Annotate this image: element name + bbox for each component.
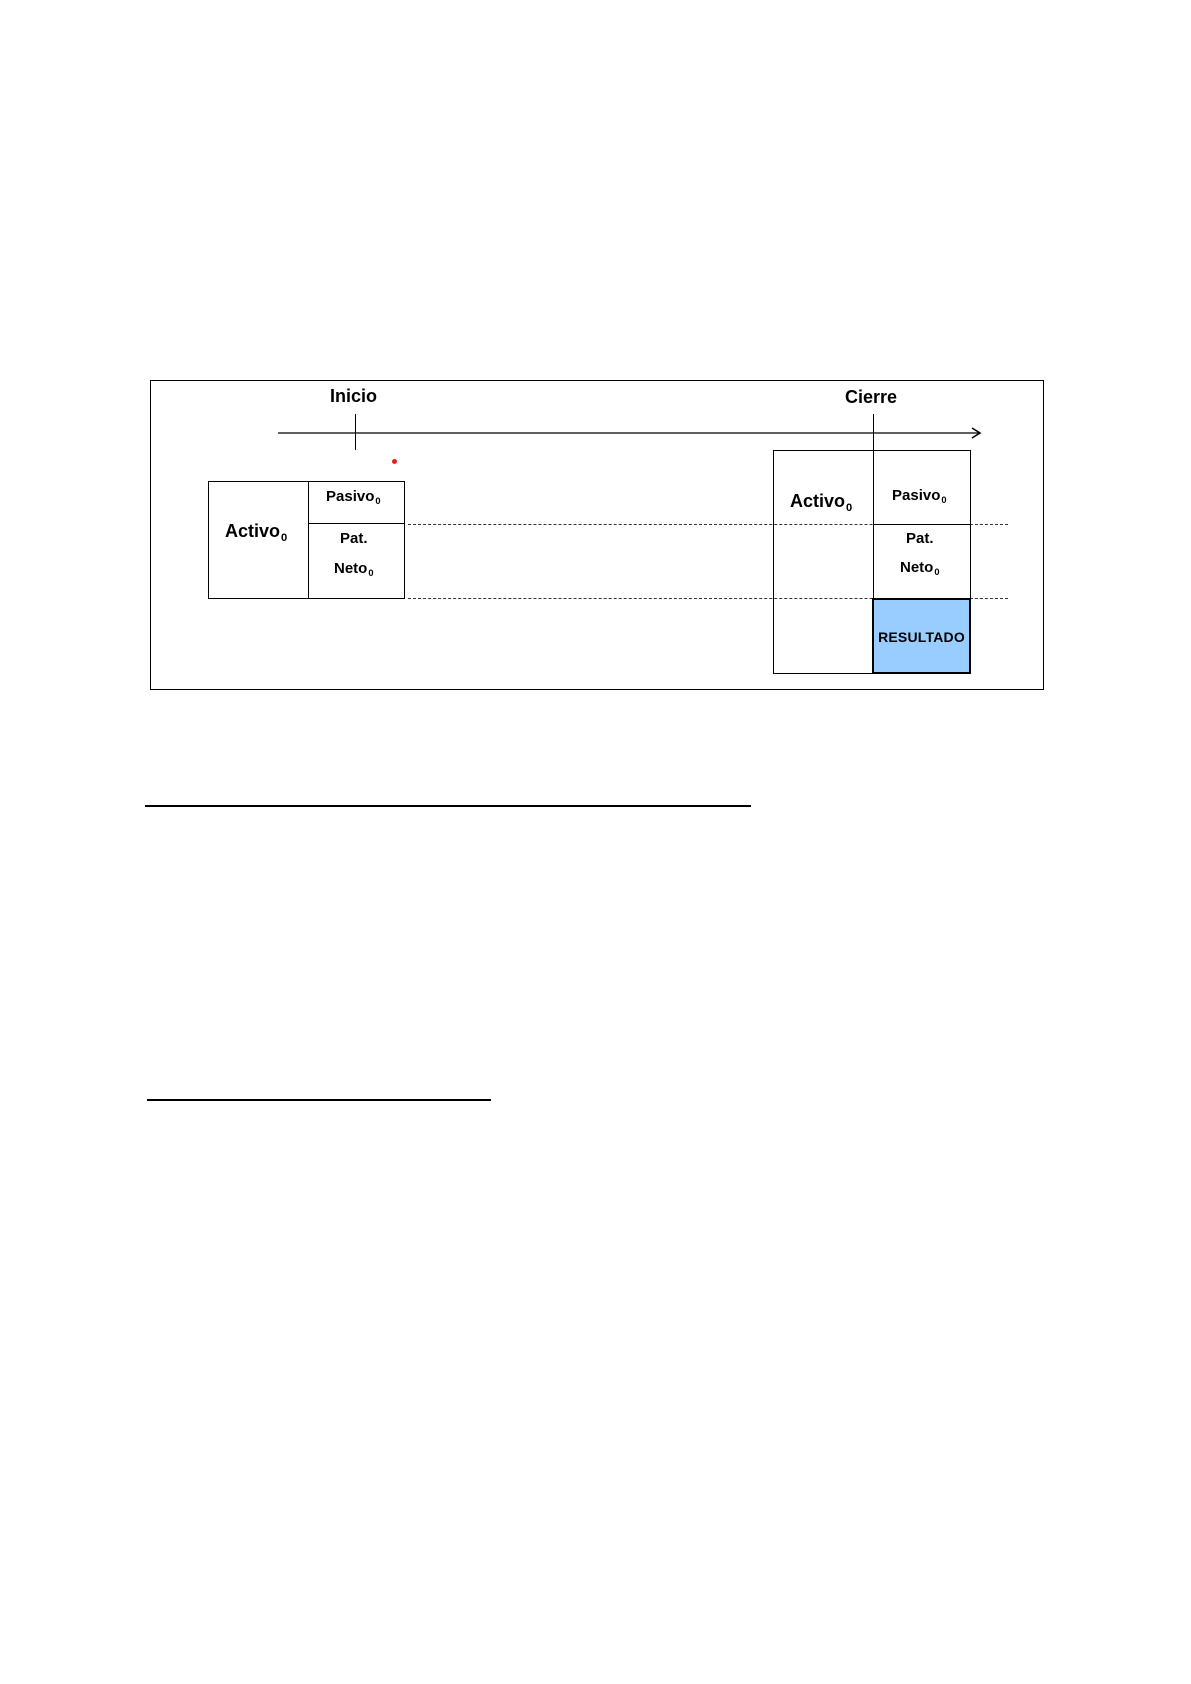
timeline-start-tick xyxy=(355,414,356,450)
underline-rule-1 xyxy=(145,805,751,807)
timeline-start-label: Inicio xyxy=(330,386,378,406)
underline-rule-2 xyxy=(147,1099,491,1101)
timeline-arrow xyxy=(270,424,986,444)
opening-activo-label: Activo$_0$ xyxy=(225,521,288,544)
closing-activo-cell xyxy=(773,450,874,674)
closing-pasivo-label: Pasivo$_0$ xyxy=(892,487,947,506)
timeline-end-label: Cierre xyxy=(845,387,898,407)
marker-dot xyxy=(392,459,397,464)
closing-pat-label: Pat. xyxy=(906,530,934,547)
opening-pat-label: Pat. xyxy=(340,530,368,547)
timeline-end-tick xyxy=(873,414,874,452)
opening-neto-label: Neto$_0$ xyxy=(334,560,374,579)
closing-neto-label: Neto$_0$ xyxy=(900,559,940,578)
closing-resultado-label: RESULTADO xyxy=(878,629,965,645)
opening-pasivo-label: Pasivo$_0$ xyxy=(326,488,381,507)
closing-activo-label: Activo$_0$ xyxy=(790,491,853,514)
